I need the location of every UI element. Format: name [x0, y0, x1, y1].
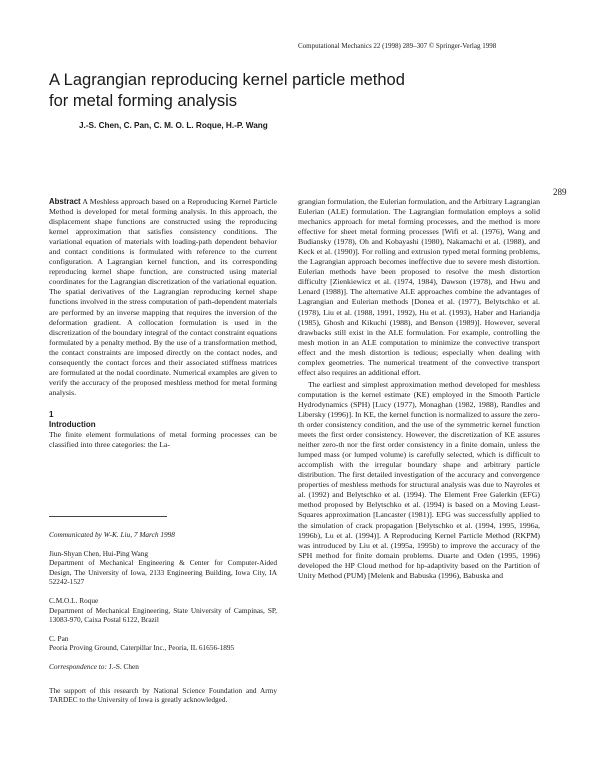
footnote-rule — [49, 516, 167, 517]
correspondence-name: J.-S. Chen — [108, 661, 139, 671]
section-number: 1 — [49, 409, 54, 419]
journal-header: Computational Mechanics 22 (1998) 289–307 © Springer-Verlag 1998 — [298, 42, 497, 50]
body-paragraph-2: The earliest and simplest approximation method developed for meshless computation is the kernel estimate (KE) employed in the Smooth Particle Hydrodynamics (SPH) [Lucy (1977), Monaghan (1982, 1988), Randles and Libersky (1996)]. In KE, the kernel function is normalized to assure the zero-th order consistency condition, and the use of the symmetric kernel function meets the first order consistency. However, the discretization of KE assures neither zero-th nor the first order consistency in a finite domain, unless the lumped mass (or lumped volume) is carefully selected, which is difficult to accomplish with the irregular boundary shape and arbitrary particle distribution. The first detailed investigation of the accuracy and convergence properties of meshless methods for structural analysis was due to Nayroles et al. (1992) and Belytschko et al. (1994). The Element Free Galerkin (EFG) method proposed by Belytschko et al. (1994) is based on a Moving Least-Squares approximation [Lancaster (1981)]. EFG was successfully applied to the simulation of crack propagation [Belytschko et al. (1994, 1995, 1996a, 1996b), Lu et al. (1994)]. A Reproducing Kernel Particle Method (RKPM) was introduced by Liu et al. (1995a, 1995b) to improve the accuracy of the SPH method for finite domain problems. Duarte and Oden (1995, 1996) developed the HP Cloud method for hp-adaptivity based on the Partition of Unity Method (PUM) [Melenk and Babuska (1996), Babuska and — [298, 379, 540, 580]
correspondence-label: Correspondence to: — [49, 661, 107, 671]
left-column — [49, 197, 277, 450]
author-list: J.-S. Chen, C. Pan, C. M. O. L. Roque, H.-P. Wang — [79, 121, 268, 130]
abstract-label: Abstract — [49, 197, 81, 206]
affiliation-3-names: C. Pan — [49, 633, 69, 643]
acknowledgment: The support of this research by National Science Foundation and Army TARDEC to the University of Iowa is greatly acknowledged. — [49, 685, 277, 705]
abstract — [49, 197, 277, 398]
communicated-line: Communicated by W-K. Liu, 7 March 1998 — [49, 530, 175, 539]
title-line-1: A Lagrangian reproducing kernel particle method — [49, 71, 405, 89]
correspondence — [49, 662, 277, 672]
affiliation-3-address: Peoria Proving Ground, Caterpillar Inc., Peoria, IL 61656-1895 — [49, 643, 235, 653]
title-line-2: for metal forming analysis — [49, 92, 237, 110]
intro-text: The finite element formulations of metal forming processes can be classified into three categories: the La- — [49, 429, 277, 449]
paper-title — [49, 70, 405, 112]
affiliation-1-address: Department of Mechanical Engineering & Center for Computer-Aided Design, The University of Iowa, 2133 Engineering Building, Iowa City, IA 52242-1527 — [49, 558, 277, 587]
affiliation-2-names: C.M.O.L. Roque — [49, 595, 99, 605]
page-number: 289 — [553, 187, 567, 197]
body-paragraph-1: grangian formulation, the Eulerian formulation, and the Arbitrary Lagrangian Eulerian (ALE) formulation. The Lagrangian formulation employs a solid mechanics approach for metal forming processes, and the method is more effective for sheet metal forming processes [Wifi et al. (1976), Wang and Budiansky (1978), Oh and Kobayashi (1980), Nakamachi et al. (1988), and Keck et al. (1990)]. For rolling and extrusion typed metal forming problems, the Lagrangian approach becomes ineffective due to severe mesh distortion. Eulerian methods have been proposed to resolve the mesh distortion difficulty [Zienkiewicz et al. (1974, 1984), Dawson (1978), and Hwu and Lenard (1988)]. The alternative ALE approaches combine the advantages of Lagrangian and Eulerian methods [Donea et al. (1977), Belytschko et al. (1978), Liu et al. (1988, 1991, 1992), Hu et al. (1993), Haber and Hariandja (1985), Ghosh and Kikuchi (1988), and Benson (1989)]. However, several drawbacks still exist in the ALE formulation. For example, controlling the mesh motion in an ALE computation to minimize the convective transport effect and the mesh distortion is tedious; especially when dealing with complex geometries. The numerical treatment of the convective transport effect also requires an additional effort. — [298, 197, 540, 377]
right-column — [298, 197, 540, 581]
affiliation-1-names: Jiun-Shyan Chen, Hui-Ping Wang — [49, 548, 148, 558]
abstract-text: A Meshless approach based on a Reproducing Kernel Particle Method is developed for metal forming analysis. In this approach, the displacement shape functions are constructed using the reproducing kernel approximation that satisfies consistency conditions. The variational equation of materials with loading-path dependent behavior and contact conditions is formulated with reference to the current configuration. A Lagrangian kernel function, and its corresponding reproducing kernel shape function, are constructed using material coordinates for the Lagrangian discretization of the variational equation. The spatial derivatives of the Lagrangian reproducing kernel shape functions involved in the stress computation of path-dependent materials are performed by an inverse mapping that requires the inversion of the deformation gradient. A collocation formulation is used in the discretization of the boundary integral of the contact constraint equations formulated by a penalty method. By the use of a transformation method, the contact constraints are imposed directly on the contact nodes, and consequently the contact forces and their associated stiffness matrices are formulated at the nodal coordinate. Numerical examples are given to verify the accuracy of the proposed meshless method for metal forming analysis. — [49, 197, 277, 397]
affiliation-2-address: Department of Mechanical Engineering, State University of Campinas, SP, 13083-970, Caixa Postal 6122, Brazil — [49, 605, 277, 625]
section-heading: Introduction — [49, 419, 96, 429]
article-info — [49, 530, 277, 705]
